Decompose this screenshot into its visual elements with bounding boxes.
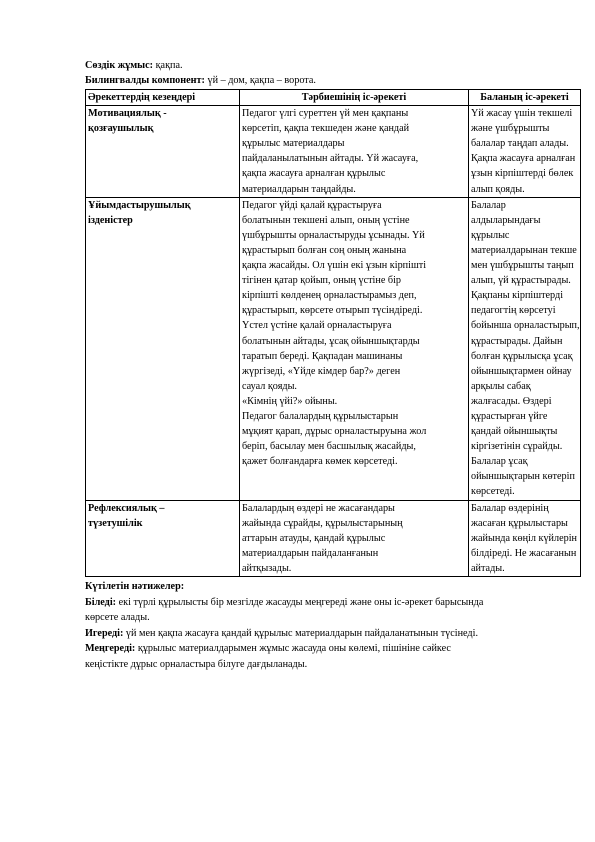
cell-text-line: Қақпаны кірпіштерді xyxy=(471,290,564,302)
cell-text-line: материалдарын пайдаланғанын xyxy=(242,547,379,559)
teacher-activity-cell xyxy=(240,500,469,576)
result-line xyxy=(85,626,515,642)
vocabulary-value: қақпа. xyxy=(153,60,183,71)
column-header-teacher: Тәрбиешінің іс-әрекеті xyxy=(240,90,469,106)
cell-text-line: құрастырған үйге xyxy=(471,410,548,422)
cell-text-line: айтқызады. xyxy=(242,562,292,574)
stage-cell xyxy=(86,106,240,198)
cell-text-line: құрастырып, көрсете отырып түсіндіреді. xyxy=(242,305,423,317)
result-text: екі түрлі құрылысты бір мезгілде жасауды меңгереді және оны іс-әрекет барысында xyxy=(116,596,484,608)
column-header-stages: Әрекеттердің кезеңдері xyxy=(86,90,240,106)
stage-cell xyxy=(86,197,240,500)
cell-text-line: ойыншықтармен ойнау xyxy=(471,365,572,377)
table-body xyxy=(86,106,581,577)
cell-text-line: білдіреді. Не жасағанын xyxy=(471,547,577,559)
cell-text-line: кіргізетінін сұрайды. xyxy=(471,441,563,453)
result-line xyxy=(85,657,515,673)
cell-text-line: болатынын текшені алып, оның үстіне xyxy=(242,214,410,226)
cell-text-line: балалар таңдап алады. xyxy=(471,138,569,150)
cell-text-line: жалғасады. Өздері xyxy=(471,395,552,407)
cell-text-line: Ұйымдастырушылық xyxy=(88,199,191,211)
cell-text-line: үшбұрышты орналастыруды ұсынады. Үй xyxy=(242,229,425,241)
result-text: кеңістікте дұрыс орналастыра білуге дағдыланады. xyxy=(85,658,308,670)
cell-text-line: Балалардың өздері не жасағандары xyxy=(242,502,395,514)
cell-text-line: «Кімнің үйі?» ойыны. xyxy=(242,395,338,407)
cell-text-line: материалдарынан текше xyxy=(471,244,577,256)
result-text: үй мен қақпа жасауға қандай құрылыс материалдарын пайдаланатынын түсінеді. xyxy=(123,627,478,639)
cell-text-line: көрсетеді. xyxy=(471,486,515,498)
cell-text-line: сауал қояды. xyxy=(242,380,297,392)
cell-text-line: жайында сұрайды, құрылыстарының xyxy=(242,517,403,529)
child-activity-cell xyxy=(469,500,581,576)
result-label: Игереді: xyxy=(85,627,124,639)
table-row xyxy=(86,197,581,500)
results-heading: Күтілетін нәтижелер: xyxy=(85,581,185,592)
cell-text-line: педагогтің көрсетуі xyxy=(471,305,556,317)
cell-text-line: түзетушілік xyxy=(88,517,143,529)
cell-text-line: Балалар өздерінің xyxy=(471,502,549,514)
cell-text-line: құрылыс материалдары xyxy=(242,138,345,150)
cell-text-line: Мотивациялық - xyxy=(88,108,167,120)
cell-text-line: Рефлексиялық – xyxy=(88,502,165,514)
cell-text-line: Педагог үйді қалай құрастыруға xyxy=(242,199,382,211)
cell-text-line: құрастырып болған соң оның жанына xyxy=(242,244,407,256)
cell-text-line: құрылыс xyxy=(471,229,510,241)
cell-text-line: жайында көңіл күйлерін xyxy=(471,532,577,544)
lesson-page xyxy=(85,58,580,673)
cell-text-line: Үй жасау үшін текшелі xyxy=(471,108,573,120)
table-row xyxy=(86,500,581,576)
cell-text-line: беріп, басылау мен басшылық жасайды, xyxy=(242,441,416,453)
cell-text-line: болған құрылысқа ұсақ xyxy=(471,350,573,362)
cell-text-line: аттарын атауды, қандай құрылыс xyxy=(242,532,386,544)
cell-text-line: қажет болғандарға көмек көрсетеді. xyxy=(242,456,398,468)
activity-table xyxy=(85,89,581,577)
cell-text-line: болатынын айтады, ұсақ ойыншықтарды xyxy=(242,335,420,347)
result-line xyxy=(85,641,515,657)
expected-results xyxy=(85,579,515,673)
cell-text-line: Педагог үлгі суреттен үй мен қақпаны xyxy=(242,108,409,120)
cell-text-line: қақпа жасайды. Ол үшін екі ұзын кірпішті xyxy=(242,260,427,272)
cell-text-line: ойыншықтарын көтеріп xyxy=(471,471,575,483)
stage-cell xyxy=(86,500,240,576)
column-header-child: Баланың іс-әрекеті xyxy=(469,90,581,106)
teacher-activity-cell xyxy=(240,106,469,198)
cell-text-line: таратып береді. Қақпадан машинаны xyxy=(242,350,403,362)
child-activity-cell xyxy=(469,197,581,500)
result-text: көрсете алады. xyxy=(85,612,150,624)
cell-text-line: ізденістер xyxy=(88,214,133,226)
vocabulary-label: Сөздік жұмыс: xyxy=(85,60,154,71)
cell-text-line: жүргізеді, «Үйде кімдер бар?» деген xyxy=(242,365,401,377)
result-label: Меңгереді: xyxy=(85,643,136,655)
bilingual-label: Билингвалды компонент: xyxy=(85,75,205,86)
result-text: құрылыс материалдарымен жұмыс жасауда оны көлемі, пішініне сәйкес xyxy=(135,643,451,655)
cell-text-line: мұқият қарап, дұрыс орналастыруына жол xyxy=(242,426,427,438)
table-header-row xyxy=(86,90,581,106)
cell-text-line: кірпішті көлденең орналастырамыз деп, xyxy=(242,290,417,302)
result-label: Біледі: xyxy=(85,596,117,608)
results-list xyxy=(85,595,515,673)
cell-text-line: ұзын кірпіштерді бөлек xyxy=(471,168,574,180)
result-line xyxy=(85,610,515,626)
vocabulary-line xyxy=(85,58,515,73)
bilingual-value: үй – дом, қақпа – ворота. xyxy=(204,75,316,86)
cell-text-line: көрсетіп, қақпа текшеден және қандай xyxy=(242,123,410,135)
cell-text-line: арқылы сабақ xyxy=(471,380,531,392)
cell-text-line: мен үшбұрышты таңып xyxy=(471,260,574,272)
cell-text-line: жасаған құрылыстары xyxy=(471,517,568,529)
cell-text-line: пайдаланылатынын айтады. Үй жасауға, xyxy=(242,153,419,165)
cell-text-line: Педагог балалардың құрылыстарын xyxy=(242,410,399,422)
cell-text-line: қандай ойыншықты xyxy=(471,426,558,438)
cell-text-line: Балалар xyxy=(471,199,506,211)
cell-text-line: құрастырады. Дайын xyxy=(471,335,563,347)
cell-text-line: тігінен қатар қойып, оның үстіне бір xyxy=(242,275,402,287)
result-line xyxy=(85,595,515,611)
cell-text-line: Қақпа жасауға арналған xyxy=(471,153,576,165)
cell-text-line: қақпа жасауға арналған құрылыс xyxy=(242,168,386,180)
cell-text-line: алып қояды. xyxy=(471,183,525,195)
teacher-activity-cell xyxy=(240,197,469,500)
cell-text-line: қозғаушылық xyxy=(88,123,154,135)
cell-text-line: алып, үй құрастырады. xyxy=(471,275,571,287)
child-activity-cell xyxy=(469,106,581,198)
cell-text-line: алдыларындағы xyxy=(471,214,541,226)
cell-text-line: және үшбұрышты xyxy=(471,123,550,135)
cell-text-line: бойынша орналастырып, xyxy=(471,320,580,332)
bilingual-line xyxy=(85,73,515,88)
cell-text-line: Үстел үстіне қалай орналастыруға xyxy=(242,320,392,332)
cell-text-line: Балалар ұсақ xyxy=(471,456,528,468)
cell-text-line: материалдарын таңдайды. xyxy=(242,183,356,195)
cell-text-line: айтады. xyxy=(471,562,505,574)
table-row xyxy=(86,106,581,198)
